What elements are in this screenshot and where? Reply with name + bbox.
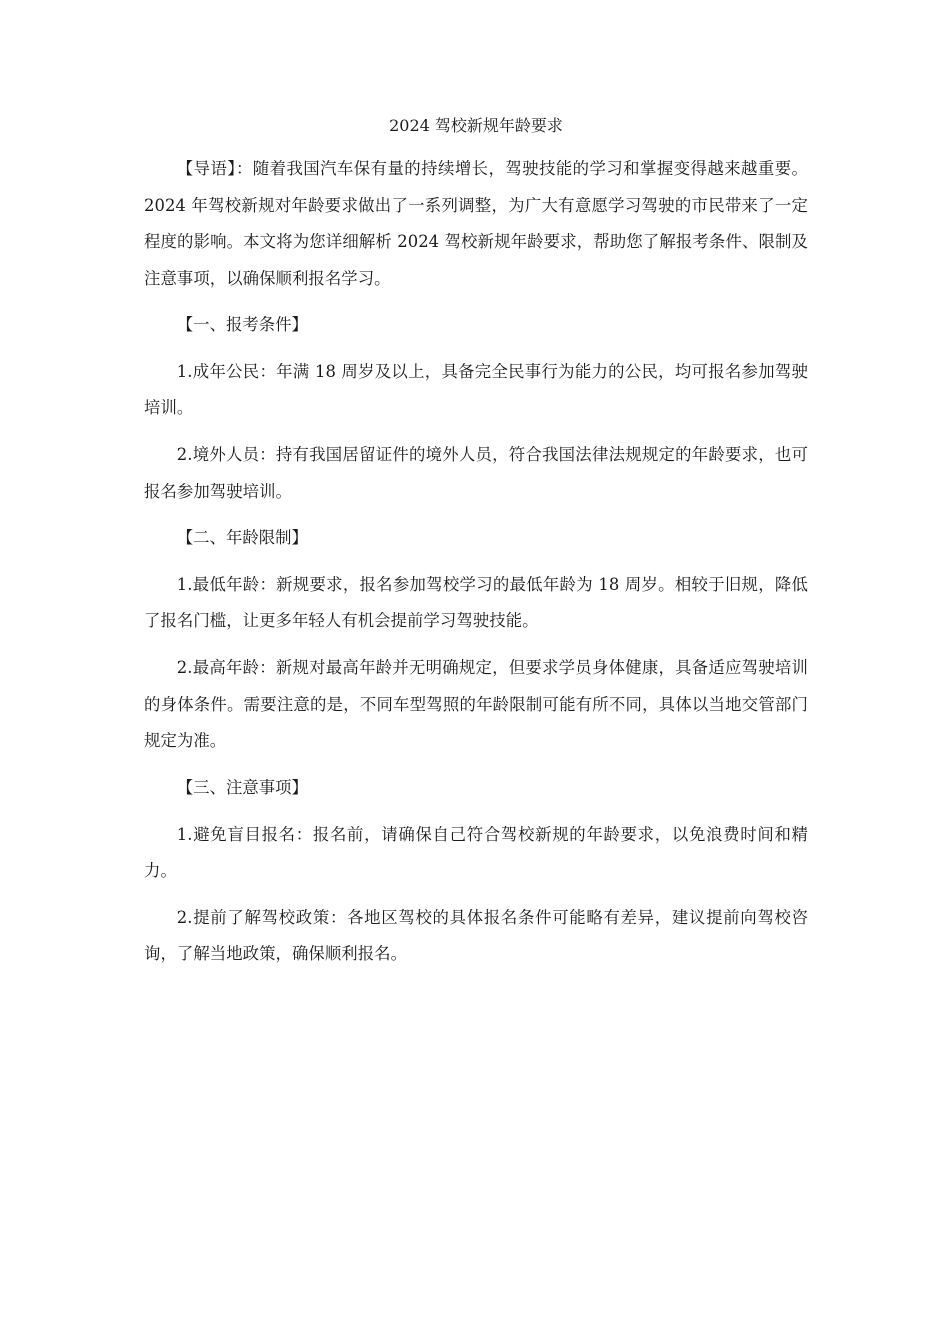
- section-heading-notes: 【三、注意事项】: [176, 777, 308, 797]
- note-item-check-policy: 2.提前了解驾校政策：各地区驾校的具体报名条件可能略有差异，建议提前向驾校咨询，了解当地政策，确保顺利报名。: [144, 907, 808, 964]
- section-heading-age-limits: 【二、年龄限制】: [176, 528, 308, 548]
- document-page: [144, 112, 808, 983]
- document-title: 2024 驾校新规年龄要求: [389, 116, 563, 135]
- intro-paragraph: 【导语】：随着我国汽车保有量的持续增长，驾驶技能的学习和掌握变得越来越重要。2024 年驾校新规对年龄要求做出了一系列调整，为广大有意愿学习驾驶的市民带来了一定程度的影响。本文将为您详细解析 2024 驾校新规年龄要求，帮助您了解报考条件、限制及注意事项，以确保顺利报名学习。: [144, 159, 808, 288]
- note-item-avoid-blind-signup: 1.避免盲目报名：报名前，请确保自己符合驾校新规的年龄要求，以免浪费时间和精力。: [144, 824, 808, 880]
- section-heading-requirements: 【一、报考条件】: [176, 315, 308, 335]
- requirement-item-adult: 1.成年公民：年满 18 周岁及以上，具备完全民事行为能力的公民，均可报名参加驾驶培训。: [144, 361, 808, 418]
- age-limit-item-maximum: 2.最高年龄：新规对最高年龄并无明确规定，但要求学员身体健康，具备适应驾驶培训的身体条件。需要注意的是，不同车型驾照的年龄限制可能有所不同，具体以当地交管部门规定为准。: [144, 658, 808, 751]
- requirement-item-foreigner: 2.境外人员：持有我国居留证件的境外人员，符合我国法律法规规定的年龄要求，也可报名参加驾驶培训。: [144, 445, 808, 501]
- age-limit-item-minimum: 1.最低年龄：新规要求，报名参加驾校学习的最低年龄为 18 周岁。相较于旧规，降低了报名门槛，让更多年轻人有机会提前学习驾驶技能。: [144, 574, 808, 631]
